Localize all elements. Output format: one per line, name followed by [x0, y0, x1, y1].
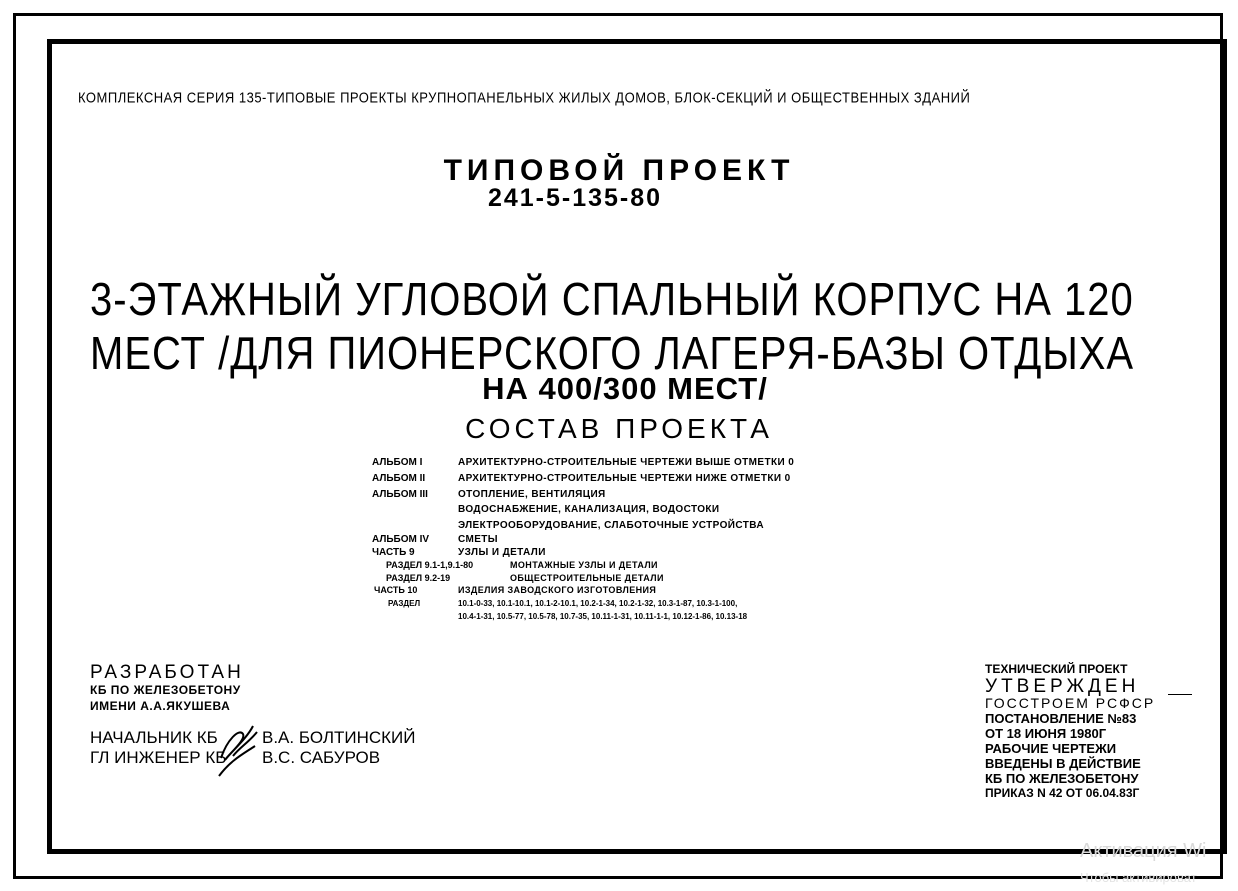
- activation-watermark: Активация Wi: [1080, 840, 1207, 862]
- list-item-label: ЧАСТЬ 9: [372, 547, 415, 558]
- list-item-text: АРХИТЕКТУРНО-СТРОИТЕЛЬНЫЕ ЧЕРТЕЖИ НИЖЕ ОТМЕТКИ 0: [458, 473, 791, 484]
- list-item-label: АЛЬБОМ I: [372, 457, 423, 468]
- handwritten-signature: [213, 720, 263, 780]
- developer-org: КБ ПО ЖЕЛЕЗОБЕТОНУ: [90, 683, 241, 697]
- series-title: КОМПЛЕКСНАЯ СЕРИЯ 135-ТИПОВЫЕ ПРОЕКТЫ КРУПНОПАНЕЛЬНЫХ ЖИЛЫХ ДОМОВ, БЛОК-СЕКЦИЙ И ОБЩЕСТВЕННЫХ ЗДАНИЙ: [78, 88, 971, 107]
- developer-org-name: ИМЕНИ А.А.ЯКУШЕВА: [90, 699, 231, 713]
- signature-role: НАЧАЛЬНИК КБ: [90, 728, 218, 747]
- approval-line: ПОСТАНОВЛЕНИЕ №83: [985, 711, 1137, 726]
- activation-watermark-subtext: Чтобы активироват: [1080, 870, 1197, 885]
- list-item-text: 10.4-1-31, 10.5-77, 10.5-78, 10.7-35, 10.11-1-31, 10.11-1-1, 10.12-1-86, 10.13-18: [458, 612, 748, 621]
- signature-role: ГЛ ИНЖЕНЕР КБ: [90, 748, 227, 767]
- list-item-label: РАЗДЕЛ 9.1-1,9.1-80: [386, 560, 474, 570]
- project-name-line-3: НА 400/300 МЕСТ/: [482, 371, 768, 406]
- approval-line: ВВЕДЕНЫ В ДЕЙСТВИЕ: [985, 756, 1141, 771]
- list-item-text: ОБЩЕСТРОИТЕЛЬНЫЕ ДЕТАЛИ: [510, 573, 664, 583]
- composition-heading: СОСТАВ ПРОЕКТА: [465, 413, 773, 444]
- list-item-text: ИЗДЕЛИЯ ЗАВОДСКОГО ИЗГОТОВЛЕНИЯ: [458, 585, 657, 595]
- signature-name: В.С. САБУРОВ: [262, 748, 381, 767]
- project-type-title: ТИПОВОЙ ПРОЕКТ: [443, 154, 795, 187]
- list-item-text: ВОДОСНАБЖЕНИЕ, КАНАЛИЗАЦИЯ, ВОДОСТОКИ: [458, 504, 720, 515]
- list-item-label: ЧАСТЬ 10: [374, 585, 418, 595]
- list-item-text: ОТОПЛЕНИЕ, ВЕНТИЛЯЦИЯ: [458, 489, 606, 500]
- list-item-label: АЛЬБОМ IV: [372, 534, 430, 545]
- approval-line: КБ ПО ЖЕЛЕЗОБЕТОНУ: [985, 771, 1139, 786]
- list-item-text: 10.1-0-33, 10.1-10.1, 10.1-2-10.1, 10.2-1-34, 10.2-1-32, 10.3-1-87, 10.3-1-100,: [458, 599, 738, 608]
- approval-line: РАБОЧИЕ ЧЕРТЕЖИ: [985, 741, 1117, 756]
- approval-heading: УТВЕРЖДЕН: [985, 676, 1140, 697]
- list-item-text: АРХИТЕКТУРНО-СТРОИТЕЛЬНЫЕ ЧЕРТЕЖИ ВЫШЕ ОТМЕТКИ 0: [458, 457, 795, 468]
- project-number: 241-5-135-80: [487, 184, 663, 212]
- developer-heading: РАЗРАБОТАН: [90, 662, 244, 683]
- list-item-label: АЛЬБОМ III: [372, 489, 428, 500]
- approval-line: ГОССТРОЕМ РСФСР: [985, 695, 1156, 711]
- list-item-label: АЛЬБОМ II: [372, 473, 426, 484]
- approval-line: ПРИКАЗ N 42 ОТ 06.04.83Г: [985, 786, 1140, 800]
- list-item-label: РАЗДЕЛ: [388, 599, 421, 608]
- stray-mark: [1168, 694, 1192, 695]
- approval-line: ОТ 18 ИЮНЯ 1980Г: [985, 726, 1107, 741]
- list-item-text: МОНТАЖНЫЕ УЗЛЫ И ДЕТАЛИ: [510, 560, 658, 570]
- project-name-line-2: МЕСТ /ДЛЯ ПИОНЕРСКОГО ЛАГЕРЯ-БАЗЫ ОТДЫХА: [90, 328, 1135, 380]
- list-item-text: УЗЛЫ И ДЕТАЛИ: [458, 547, 546, 558]
- project-name-line-1: 3-ЭТАЖНЫЙ УГЛОВОЙ СПАЛЬНЫЙ КОРПУС НА 120: [90, 274, 1134, 326]
- signature-name: В.А. БОЛТИНСКИЙ: [262, 728, 416, 747]
- list-item-text: ЭЛЕКТРООБОРУДОВАНИЕ, СЛАБОТОЧНЫЕ УСТРОЙСТВА: [458, 520, 765, 531]
- list-item-text: СМЕТЫ: [458, 534, 498, 545]
- approval-line: ТЕХНИЧЕСКИЙ ПРОЕКТ: [985, 662, 1128, 676]
- list-item-label: РАЗДЕЛ 9.2-19: [386, 573, 451, 583]
